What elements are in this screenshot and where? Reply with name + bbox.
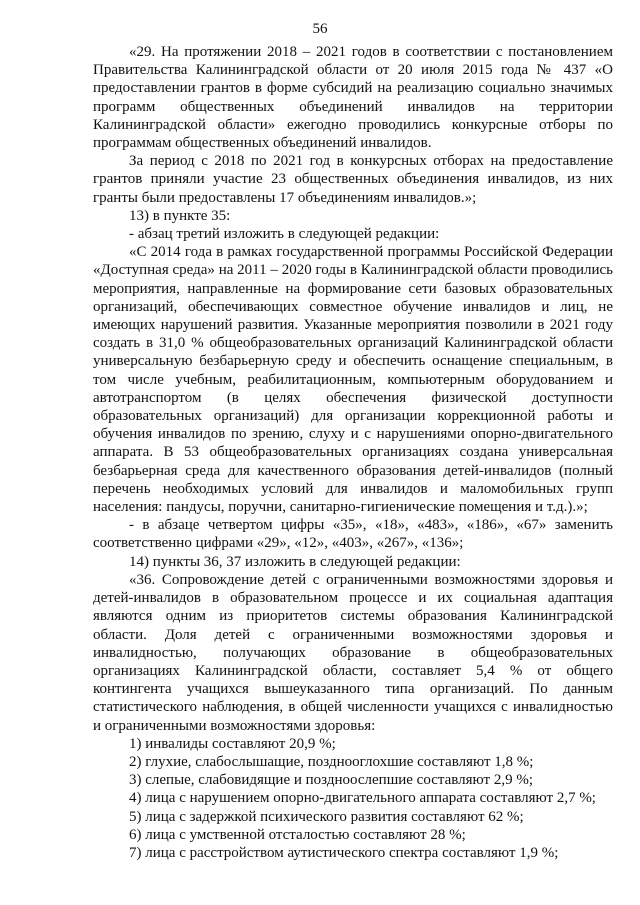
paragraph: 14) пункты 36, 37 изложить в следующей редакции: [129,553,461,570]
paragraph: «С 2014 года в рамках государственной программы Российской Федерации «Доступная среда» на 2011 – 2020 годы в Калининградской области проводились мероприятия, направленные на формирование сети базовых образовательных организаций, обеспечивающих совместное обучение инвалидов и лиц, не имеющих нарушений развития. Указанные мероприятия позволили в 2021 году создать в 31,0 % общеобразовательных организаций Калининградской области универсальную безбарьерную среду и обеспечить оснащение специальным, в том числе учебным, реабилитационным, компьютерным оборудованием и автотранспортом (в целях обеспечения физической доступности образовательных организаций) для организации коррекционной работы и обучения инвалидов по зрению, слуху и с нарушениями опорно-двигательного аппарата. В 53 общеобразовательных организациях создана универсальная безбарьерная среда для качественного образования детей-инвалидов (полный перечень необходимых условий для инвалидов и маломобильных групп населения: пандусы, поручни, санитарно-гигиенические помещения и т.д.).»; [93,244,613,516]
list-item: 7) лица с расстройством аутистического спектра составляют 1,9 %; [129,844,559,861]
paragraph: 13) в пункте 35: [129,207,231,224]
paragraph: «36. Сопровождение детей с ограниченными возможностями здоровья и детей-инвалидов в образовательном процессе и их социальная адаптация являются одним из приоритетов системы образования Калининградской области. Доля детей с ограниченными возможностями здоровья и инвалидностью, получающих образование в общеобразовательных организациях Калининградской области, составляет 5,4 % от общего контингента учащихся вышеуказанного типа организаций. По данным статистического наблюдения, в общей численности учащихся с инвалидностью и ограниченными возможностями здоровья: [93,571,613,734]
list-item: 5) лица с задержкой психического развития составляют 62 %; [129,808,524,825]
page-number: 56 [312,21,328,37]
list-item: 1) инвалиды составляют 20,9 %; [129,735,336,752]
list-item: 6) лица с умственной отсталостью составляют 28 %; [129,826,466,843]
paragraph: - в абзаце четвертом цифры «35», «18», «483», «186», «67» заменить соответственно цифрами «29», «12», «403», «267», «136»; [93,517,613,552]
paragraph: «29. На протяжении 2018 – 2021 годов в соответствии с постановлением Правительства Калининградской области от 20 июля 2015 года № 437 «О предоставлении грантов в форме субсидий на реализацию социально значимых программ общественных объединений инвалидов на территории Калининградской области» ежегодно проводились конкурсные отборы по программам общественных объединений инвалидов. [93,44,613,152]
document-body [93,43,613,862]
list-item: 2) глухие, слабослышащие, позднооглохшие составляют 1,8 %; [129,753,534,770]
paragraph: - абзац третий изложить в следующей редакции: [129,226,440,243]
paragraph: За период с 2018 по 2021 год в конкурсных отборах на предоставление грантов приняли участие 23 общественных объединения инвалидов, из них гранты были предоставлены 17 объединениям инвалидов.»; [93,153,613,206]
list-item: 3) слепые, слабовидящие и поздноослепшие составляют 2,9 %; [129,772,534,789]
list-item: 4) лица с нарушением опорно-двигательного аппарата составляют 2,7 %; [129,790,596,807]
